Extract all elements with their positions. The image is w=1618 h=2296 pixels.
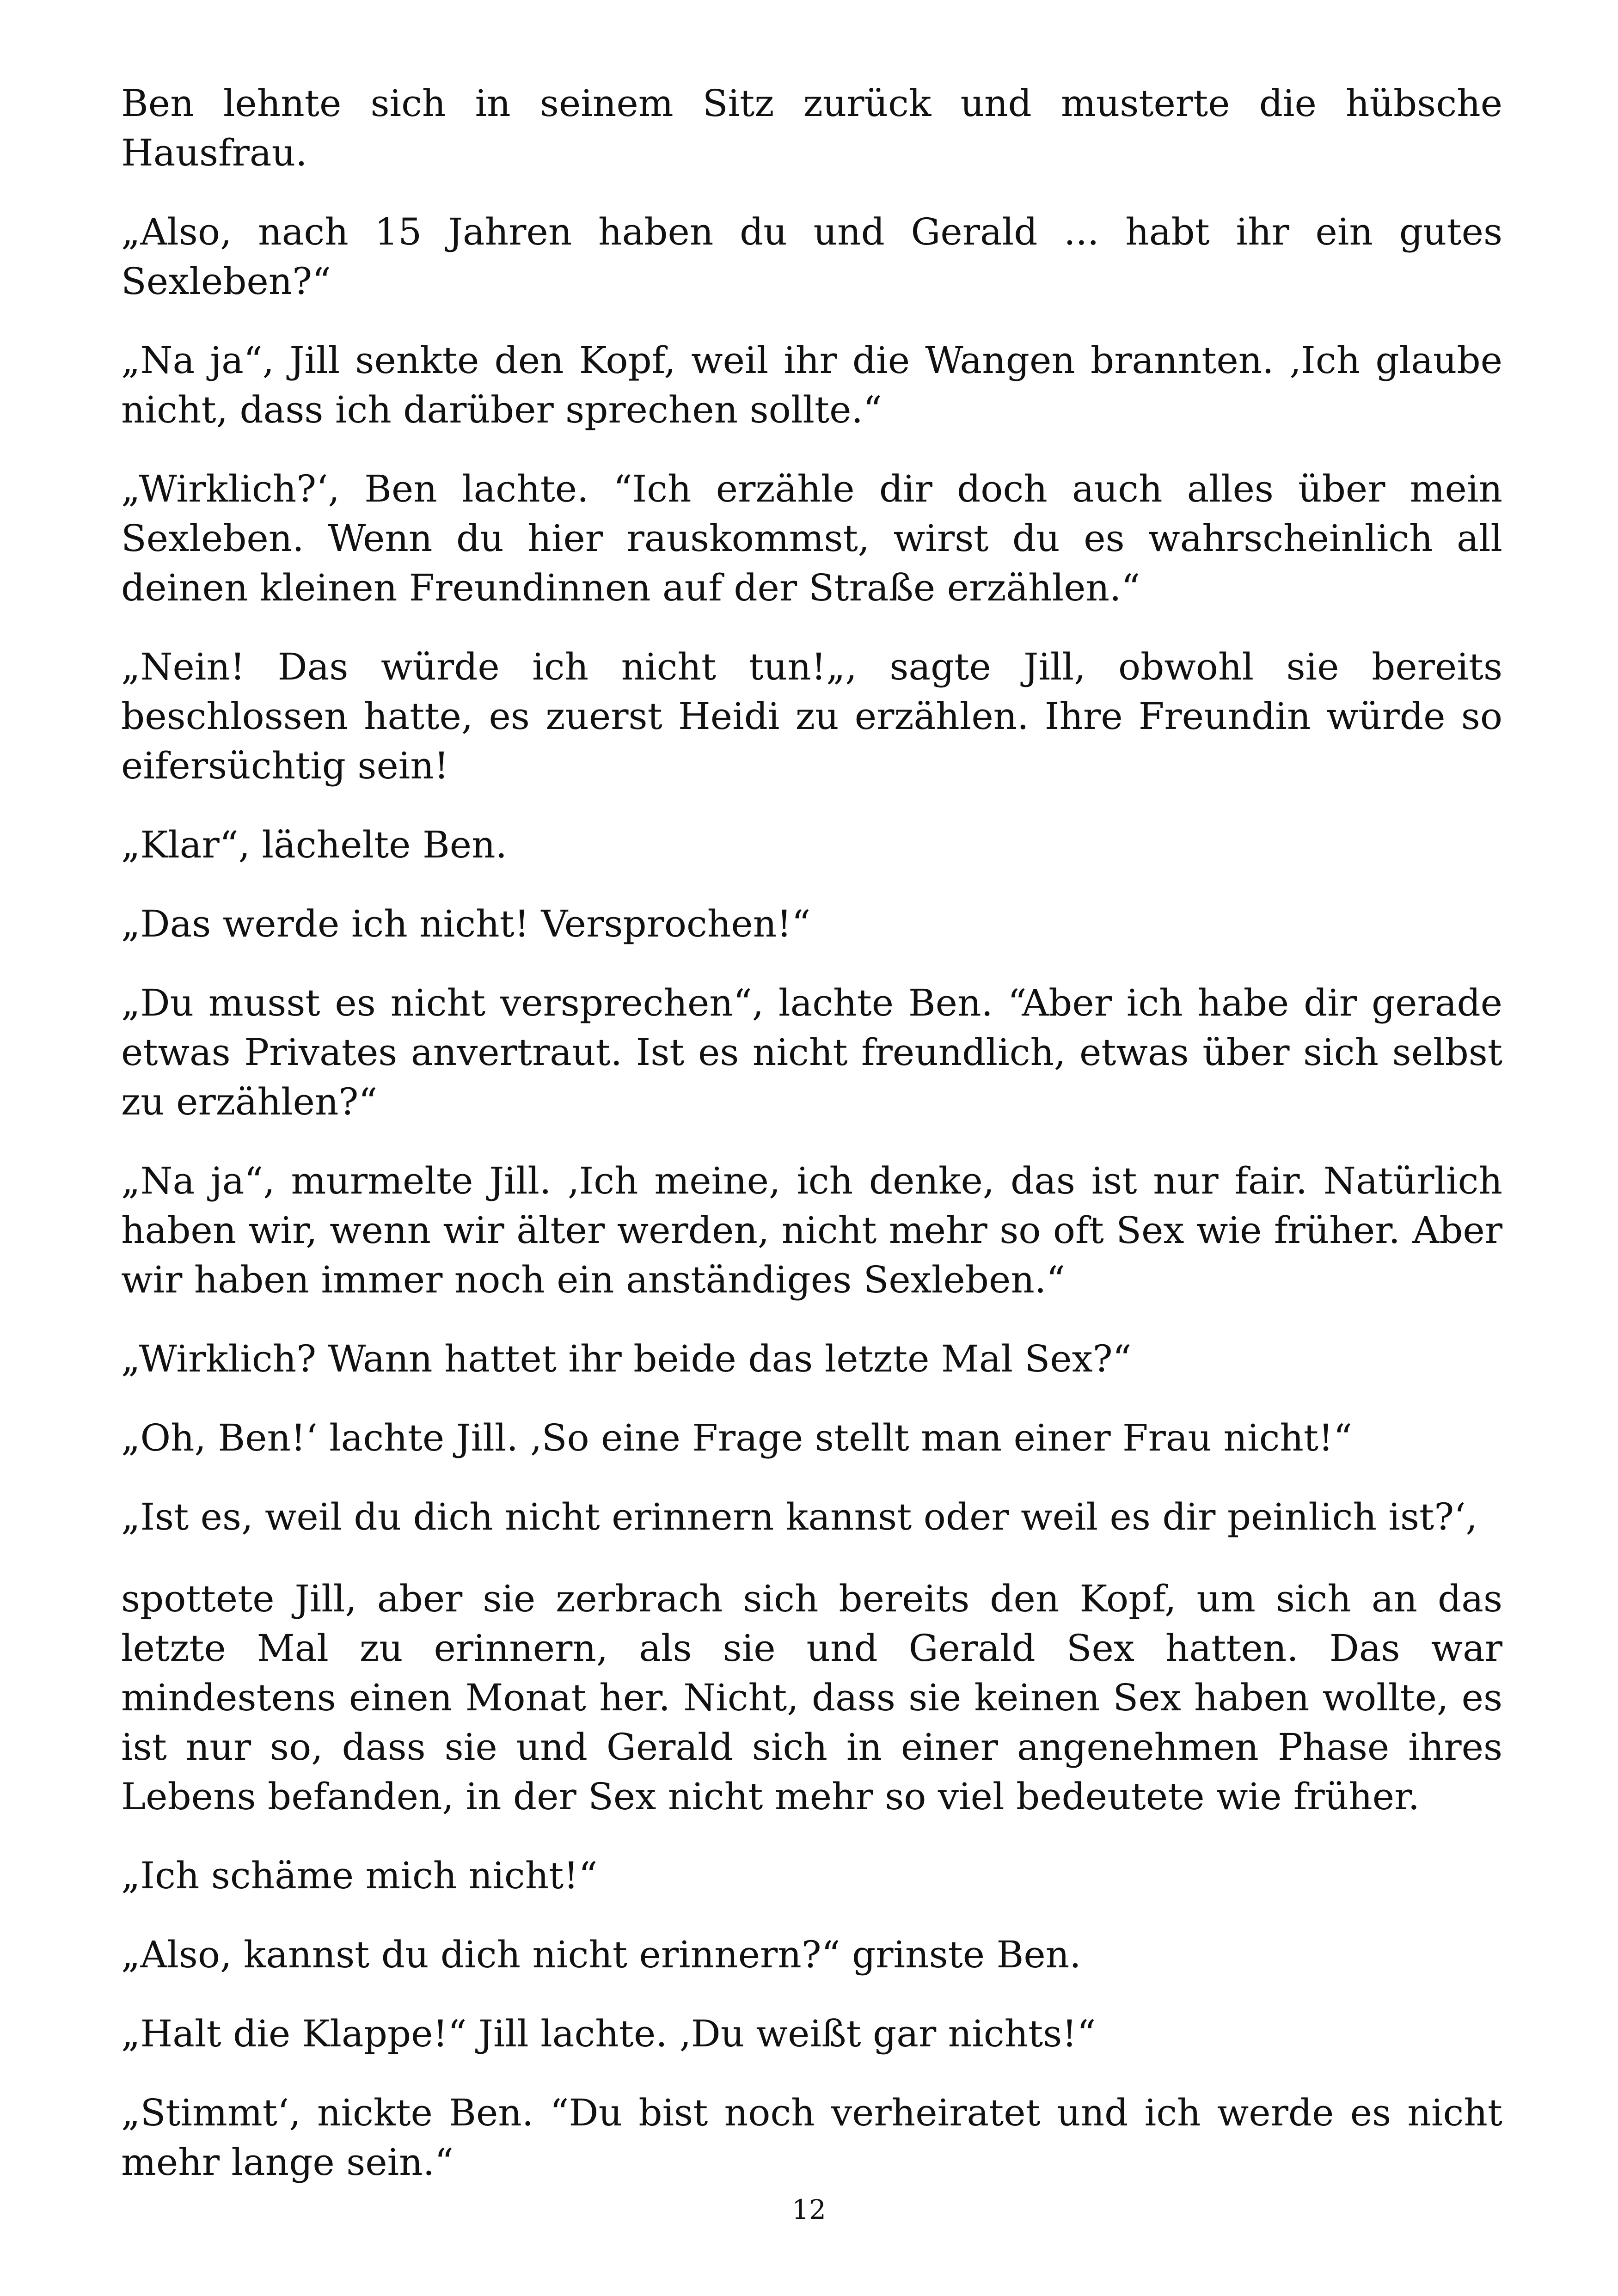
paragraph: spottete Jill, aber sie zerbrach sich bereits den Kopf, um sich an das letzte Mal zu erinnern, als sie und Gerald Sex hatten. Das war mindestens einen Monat her. Nicht, dass sie keinen Sex haben wollte, es ist nur so, dass sie und Gerald sich in einer angenehmen Phase ihres Lebens befanden, in der Sex nicht mehr so viel bedeutete wie früher. bbox=[121, 1577, 1502, 1818]
paragraph: „Wirklich?‘, Ben lachte. “Ich erzähle dir doch auch alles über mein Sexleben. Wenn du hier rauskommst, wirst du es wahrscheinlich all deinen kleinen Freundinnen auf der Straße erzählen.“ bbox=[121, 467, 1502, 609]
paragraph: „Stimmt‘, nickte Ben. “Du bist noch verheiratet und ich werde es nicht mehr lange sein.“ bbox=[121, 2091, 1502, 2184]
paragraph: „Klar“, lächelte Ben. bbox=[121, 823, 508, 866]
paragraph: „Ist es, weil du dich nicht erinnern kannst oder weil es dir peinlich ist?‘, bbox=[121, 1495, 1477, 1538]
paragraph: „Du musst es nicht versprechen“, lachte Ben. “Aber ich habe dir gerade etwas Privates anvertraut. Ist es nicht freundlich, etwas über sich selbst zu erzählen?“ bbox=[121, 981, 1502, 1123]
paragraph: „Also, kannst du dich nicht erinnern?“ grinste Ben. bbox=[121, 1933, 1081, 1976]
paragraph: „Das werde ich nicht! Versprochen!“ bbox=[121, 902, 811, 945]
paragraph: „Halt die Klappe!“ Jill lachte. ‚Du weißt gar nichts!“ bbox=[121, 2012, 1096, 2055]
body-text bbox=[121, 79, 1502, 2216]
paragraph: „Nein! Das würde ich nicht tun!„, sagte Jill, obwohl sie bereits beschlossen hatte, es zuerst Heidi zu erzählen. Ihre Freundin würde so eifersüchtig sein! bbox=[121, 645, 1502, 787]
paragraph: „Also, nach 15 Jahren haben du und Gerald ... habt ihr ein gutes Sexleben?“ bbox=[121, 210, 1502, 303]
paragraph: „Ich schäme mich nicht!“ bbox=[121, 1854, 598, 1897]
page-number: 12 bbox=[792, 2194, 826, 2225]
paragraph: „Wirklich? Wann hattet ihr beide das letzte Mal Sex?“ bbox=[121, 1337, 1132, 1380]
paragraph: Ben lehnte sich in seinem Sitz zurück und musterte die hübsche Hausfrau. bbox=[121, 82, 1502, 174]
paragraph: „Oh, Ben!‘ lachte Jill. ‚So eine Frage stellt man einer Frau nicht!“ bbox=[121, 1416, 1353, 1459]
paragraph: „Na ja“, murmelte Jill. ‚Ich meine, ich denke, das ist nur fair. Natürlich haben wir, wenn wir älter werden, nicht mehr so oft Sex wie früher. Aber wir haben immer noch ein anständiges Sexleben.“ bbox=[121, 1159, 1502, 1301]
paragraph: „Na ja“, Jill senkte den Kopf, weil ihr die Wangen brannten. ‚Ich glaube nicht, dass ich darüber sprechen sollte.“ bbox=[121, 339, 1502, 431]
